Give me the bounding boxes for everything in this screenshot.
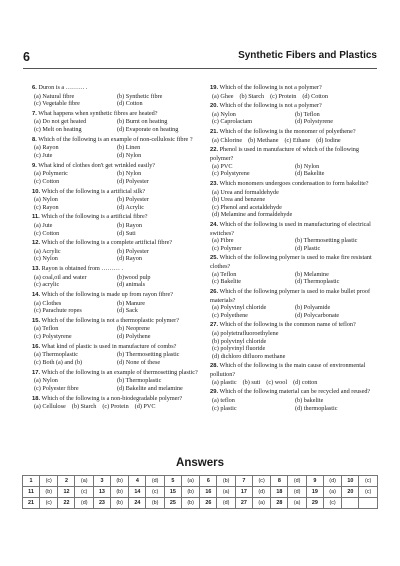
answer-option: (a) teflon (212, 396, 235, 404)
answer-option: (d) thermoplastic (295, 404, 338, 412)
question-number: 22. (210, 147, 219, 154)
answer-key-number: 5 (164, 476, 181, 487)
answer-key-row (23, 476, 378, 487)
answer-option: (d) Acrylic (117, 203, 144, 211)
answer-option: (a) Polymeric (34, 170, 68, 178)
answer-key-value: (a) (181, 476, 200, 487)
question-text (32, 291, 200, 300)
answer-option: (a) Nylon (34, 377, 58, 385)
answer-key-value: (a) (323, 487, 342, 498)
answer-key-value: (c) (359, 476, 378, 487)
question-number: 28. (210, 363, 219, 370)
answer-key-value: (b) (181, 487, 200, 498)
answer-key-value: (b) (110, 487, 129, 498)
answer-option: (b) Methane (248, 136, 279, 144)
answer-key-number: 4 (129, 476, 146, 487)
answer-option: (c) Protein (270, 92, 297, 100)
answer-key-value: (c) (252, 476, 271, 487)
header-rule (23, 68, 377, 69)
answer-option: (b) Teflon (295, 110, 320, 118)
answer-option: (d) Cotton (117, 100, 143, 108)
question-text (32, 162, 200, 171)
answer-option: (b) Starch (239, 92, 265, 100)
answer-options (32, 196, 200, 211)
question-text (32, 110, 200, 119)
answer-key-number: 14 (129, 487, 146, 498)
answer-option: (c) Melt on heating (34, 126, 82, 134)
question-item (32, 369, 200, 393)
question-number: 16. (32, 343, 41, 350)
question-text (210, 180, 378, 189)
question-item (32, 343, 200, 367)
question-number: 27. (210, 322, 219, 329)
answer-option: (b) Polyester (117, 196, 149, 204)
answer-key-number: 6 (200, 476, 217, 487)
question-item (210, 321, 378, 360)
answer-option: (d) Melamine and formaldehyde (212, 211, 293, 219)
answer-key-value: (c) (359, 487, 378, 498)
question-number: 19. (210, 85, 219, 91)
answer-option: (a) Cellulose (34, 403, 66, 411)
answer-options (210, 137, 378, 145)
answer-option: (a) Fibre (212, 237, 234, 245)
answer-key-number: 15 (164, 487, 181, 498)
question-number: 13. (32, 266, 41, 273)
question-prompt: Which of the following is a artificial fibre? (41, 213, 148, 221)
answer-option: (b)wood pulp (117, 273, 151, 281)
question-prompt: Which of the following is a artificial silk? (41, 187, 146, 195)
answer-option: (c) Parachute ropes (34, 307, 82, 315)
answer-option: (c) plastic (212, 404, 237, 412)
answer-option: (b) Manure (117, 299, 146, 307)
question-item (210, 128, 378, 144)
answer-options (210, 271, 378, 286)
page-number: 6 (23, 50, 30, 64)
question-text (32, 369, 200, 378)
answer-option: (c) Polystyrene (34, 333, 72, 341)
answer-options (32, 325, 200, 340)
question-number: 9. (32, 162, 37, 169)
question-item (32, 110, 200, 134)
answer-key-number: 27 (235, 498, 252, 509)
question-text (32, 239, 200, 248)
answer-option: (b) polyvinyl chloride (212, 337, 267, 345)
answer-options (210, 379, 378, 387)
answer-option: (d) Thermoplastic (295, 278, 340, 286)
answer-key-value: (a) (217, 487, 236, 498)
answer-option: (a) Ghee (212, 92, 234, 100)
answer-option: (a) PVC (212, 162, 233, 170)
answer-key-number: 17 (235, 487, 252, 498)
question-prompt: Duron is a ……… . (38, 84, 88, 91)
question-number: 21. (210, 129, 219, 136)
question-number: 26. (210, 288, 219, 295)
question-text (32, 395, 200, 404)
answer-key-value: (d) (252, 487, 271, 498)
answer-option: (a) Natural fibre (34, 92, 75, 100)
answer-key-number: 21 (23, 498, 40, 509)
question-text (32, 136, 200, 145)
answer-options (32, 118, 200, 133)
answer-key-number: 20 (342, 487, 359, 498)
question-item (32, 291, 200, 315)
answer-key-number: 7 (235, 476, 252, 487)
question-prompt: Which of the following is an example of non-cellulosic fibre ? (38, 135, 193, 143)
question-prompt: Which of the following polymer is used to make fire resistant clothes? (210, 254, 372, 271)
answer-option: (c) Polymer (212, 244, 242, 252)
answer-key-number: 29 (306, 498, 323, 509)
answer-option: (a) Nylon (212, 110, 236, 118)
question-prompt: Which of the following is an example of thermosetting plastic? (41, 368, 198, 376)
answer-option: (b) suti (242, 378, 261, 386)
answer-key-value: (c) (146, 487, 165, 498)
answer-option: (a) Chlorine (212, 136, 243, 144)
question-prompt: Which of the following is not a polymer? (219, 102, 322, 110)
answer-option: (a) polytetrafluoroethylene (212, 329, 279, 337)
answer-option: (c) Nylon (34, 255, 58, 263)
question-text (210, 362, 378, 378)
question-text (210, 221, 378, 237)
answer-option: (c) polyvinyl fluoride (212, 345, 266, 353)
answer-options (210, 397, 378, 412)
answer-option: (c) wool (266, 378, 288, 386)
question-item (210, 102, 378, 126)
answer-key-number: 24 (129, 498, 146, 509)
answer-option: (c) Ethane (284, 136, 311, 144)
question-prompt: Which of the following is the main cause of environmental pollution? (210, 362, 366, 379)
answer-options (32, 351, 200, 366)
answer-option: (a) Teflon (34, 325, 59, 333)
answer-key-number: 22 (58, 498, 75, 509)
question-prompt: Phenol is used in manufacture of which of the following polymer? (210, 146, 359, 163)
answer-key-number: 10 (342, 476, 359, 487)
answer-option: (d) Plastic (295, 244, 321, 252)
answer-options (32, 144, 200, 159)
answer-options (210, 163, 378, 178)
question-number: 12. (32, 240, 41, 247)
answer-key-value: (d) (146, 476, 165, 487)
answer-option: (a) Nylon (34, 196, 58, 204)
answer-option: (d) Evaporate on heating (117, 126, 179, 134)
question-prompt: Which of the following is made up from rayon fibre? (41, 291, 173, 298)
right-question-column (210, 84, 378, 414)
question-number: 6. (32, 85, 37, 91)
answer-option: (b) bakelite (295, 396, 324, 404)
answer-option: (d) Bakelite and melamine (117, 384, 183, 392)
answer-option: (c) Caprolactam (212, 118, 253, 126)
question-number: 25. (210, 255, 219, 262)
answer-option: (c) Vegetable fibre (34, 100, 80, 108)
answer-key-number: 1 (23, 476, 40, 487)
question-item (32, 188, 200, 212)
answer-key-value: (b) (39, 487, 58, 498)
answer-options (32, 170, 200, 185)
answer-option: (b) Neoprene (117, 325, 150, 333)
answer-option: (b) Starch (71, 403, 97, 411)
answer-option: (b) Thermosetting plastic (117, 351, 180, 359)
answer-key-row (23, 487, 378, 498)
answer-option: (a) Polyvinyl chloride (212, 304, 267, 312)
answer-key-value: (a) (252, 498, 271, 509)
answer-key-value: (c) (39, 498, 58, 509)
question-text (32, 317, 200, 326)
question-item (32, 395, 200, 411)
answer-option: (c) Phenol and acetaldehyde (212, 203, 282, 211)
answer-key-value: (d) (75, 498, 94, 509)
answer-key-number: 16 (200, 487, 217, 498)
answer-option: (a) Thermoplastic (34, 351, 79, 359)
answer-option: (c) acrylic (34, 281, 60, 289)
answer-key-number: 11 (23, 487, 40, 498)
answer-option: (d) Iodine (316, 136, 341, 144)
answer-option: (b) Nylon (117, 170, 142, 178)
answer-option: (b) Thermoplastic (117, 377, 162, 385)
answer-options (210, 111, 378, 126)
answer-key-value: (b) (217, 476, 236, 487)
question-item (32, 136, 200, 160)
answer-key-number: 26 (200, 498, 217, 509)
answer-option: (b) Linen (117, 144, 141, 152)
answer-option: (d) None of these (117, 358, 161, 366)
question-text (32, 84, 200, 93)
question-number: 11. (32, 214, 40, 221)
answer-key-number: 9 (306, 476, 323, 487)
question-text (210, 84, 378, 93)
answer-key-number: 13 (93, 487, 110, 498)
answer-option: (d) Bakelite (295, 170, 325, 178)
question-number: 29. (210, 389, 219, 396)
question-text (32, 265, 200, 274)
answer-option: (d) Suti (117, 229, 136, 237)
question-number: 17. (32, 369, 41, 376)
question-prompt: Which monomers undergoes condensation to form bakelite? (219, 179, 369, 187)
answer-option: (c) Both (a) and (b) (34, 358, 83, 366)
answer-option: (a) coal,oil and water (34, 273, 87, 281)
answer-option: (d) PVC (134, 403, 156, 411)
question-prompt: What kind of plastic is used in manufacture of combs? (41, 342, 177, 350)
question-number: 7. (32, 110, 37, 117)
answer-key-value: (d) (288, 487, 307, 498)
question-text (210, 128, 378, 137)
answer-options (210, 237, 378, 252)
answer-key-value: (b) (181, 498, 200, 509)
question-prompt: What kind of clothes don't get wrinkled easily? (38, 161, 156, 169)
answer-option: (c) Polyester fibre (34, 384, 79, 392)
question-text (210, 146, 378, 162)
answer-options (32, 377, 200, 392)
question-item (32, 84, 200, 108)
answer-option: (b) Synthetic fibre (117, 92, 163, 100)
question-item (32, 317, 200, 341)
answer-option: (d) cotton (293, 378, 318, 386)
answer-option: (d) Polyester (117, 177, 149, 185)
question-prompt: What happens when synthetic fibres are heated? (38, 109, 158, 117)
answer-option: (d) Polycarbonate (295, 311, 340, 319)
answers-heading: Answers (176, 457, 224, 469)
answer-key-number (342, 498, 359, 509)
question-number: 23. (210, 180, 219, 187)
question-prompt: Which of the following is not a polymer? (219, 84, 322, 91)
question-prompt: Which of the following is a complete artificial fibre? (41, 239, 173, 247)
answer-key-number: 28 (271, 498, 288, 509)
answer-key-table (22, 475, 378, 509)
answer-options (32, 248, 200, 263)
question-item (32, 265, 200, 289)
answer-key-value: (b) (110, 476, 129, 487)
question-item (210, 362, 378, 386)
page-header (23, 50, 377, 66)
answer-option: (c) Polystyrene (212, 170, 250, 178)
question-prompt: Which of the following is the monomer of polyethene? (219, 128, 356, 136)
question-number: 24. (210, 221, 219, 228)
answer-option: (d) Sack (117, 307, 138, 315)
answer-key-number: 3 (93, 476, 110, 487)
answer-option: (c) Polyethene (212, 311, 248, 319)
answer-option: (d) Polystyrene (295, 118, 333, 126)
answer-key-value: (a) (288, 498, 307, 509)
question-prompt: Rayon is obtained from ……… . (41, 265, 124, 273)
answer-key-number: 12 (58, 487, 75, 498)
answer-key-value (359, 498, 378, 509)
question-text (210, 321, 378, 330)
answer-key-number: 18 (271, 487, 288, 498)
answer-option: (d) dichloro difluoro methane (212, 352, 286, 360)
answer-key-number: 19 (306, 487, 323, 498)
question-text (210, 388, 378, 397)
answer-options (210, 93, 378, 101)
question-number: 10. (32, 188, 41, 195)
answer-key-value: (c) (323, 498, 342, 509)
question-item (210, 288, 378, 319)
answer-option: (c) Cotton (34, 177, 60, 185)
question-text (32, 213, 200, 222)
answer-options (32, 222, 200, 237)
answer-key-number: 25 (164, 498, 181, 509)
answer-option: (b) Rayon (117, 221, 142, 229)
answer-option: (b) Melamine (295, 270, 329, 278)
answer-option: (c) Cotton (34, 229, 60, 237)
answer-option: (c) Rayon (34, 203, 59, 211)
question-prompt: Which of the following polymer is used to make bullet proof materials? (210, 287, 371, 304)
answer-key-number: 8 (271, 476, 288, 487)
answer-options (210, 189, 378, 219)
answer-key-value: (c) (75, 487, 94, 498)
question-number: 15. (32, 317, 41, 324)
question-item (210, 221, 378, 252)
answer-key-value: (b) (110, 498, 129, 509)
answer-key-value: (d) (323, 476, 342, 487)
question-text (210, 254, 378, 270)
answer-key-value: (a) (75, 476, 94, 487)
question-number: 20. (210, 103, 219, 110)
answer-option: (a) Rayon (34, 144, 59, 152)
answer-options (32, 300, 200, 315)
question-item (32, 162, 200, 186)
answer-option: (a) Jute (34, 221, 53, 229)
question-item (32, 239, 200, 263)
answer-option: (c) Protein (102, 403, 129, 411)
answer-option: (b) Polyester (117, 247, 149, 255)
answer-option: (d) Cotton (302, 92, 328, 100)
question-item (32, 213, 200, 237)
question-text (32, 188, 200, 197)
question-item (210, 254, 378, 285)
answer-option: (d) animals (117, 281, 146, 289)
answer-option: (c) Bakelite (212, 278, 242, 286)
answer-option: (a) Acrylic (34, 247, 61, 255)
question-text (32, 343, 200, 352)
question-item (210, 84, 378, 100)
answer-options (210, 330, 378, 360)
question-item (210, 146, 378, 177)
answer-option: (a) Teflon (212, 270, 237, 278)
question-text (210, 288, 378, 304)
answer-option: (b) Polyamide (295, 304, 331, 312)
question-item (210, 180, 378, 219)
answer-key-value: (d) (217, 498, 236, 509)
left-question-column (32, 84, 200, 413)
answer-key-number: 23 (93, 498, 110, 509)
answer-option: (b) Urea and benzene (212, 196, 266, 204)
question-prompt: Which of the following is the common name of teflon? (219, 321, 356, 329)
question-prompt: Which of the following is not a thermoplastic polymer? (41, 316, 179, 324)
answer-key-value: (d) (288, 476, 307, 487)
answer-option: (c) Jute (34, 151, 53, 159)
answer-options (32, 93, 200, 108)
answer-options (32, 403, 200, 411)
question-text (210, 102, 378, 111)
answer-option: (a) plastic (212, 378, 237, 386)
answer-option: (a) Do not get heated (34, 118, 87, 126)
answer-option: (b) Burnt on heating (117, 118, 168, 126)
answer-key-number: 2 (58, 476, 75, 487)
question-prompt: Which of the following material can be recycled and reused? (219, 388, 371, 396)
question-number: 14. (32, 292, 41, 298)
answer-option: (d) Polythene (117, 333, 151, 341)
answer-options (32, 274, 200, 289)
question-item (210, 388, 378, 412)
answer-option: (b) Thermosetting plastic (295, 237, 358, 245)
answer-options (210, 304, 378, 319)
answer-option: (d) Rayon (117, 255, 142, 263)
answer-option: (b) Nylon (295, 162, 320, 170)
question-number: 18. (32, 395, 41, 402)
answer-option: (d) Nylon (117, 151, 142, 159)
question-number: 8. (32, 136, 37, 143)
answer-option: (a) Clothes (34, 299, 62, 307)
answer-key-row (23, 498, 378, 509)
chapter-title: Synthetic Fibers and Plastics (238, 50, 377, 61)
answer-option: (a) Urea and formaldehyde (212, 188, 279, 196)
question-prompt: Which of the following is used in manufacturing of electrical switches? (210, 220, 371, 237)
answer-key-value: (b) (146, 498, 165, 509)
question-prompt: Which of the following is a non-biodegradable polymer? (41, 394, 183, 402)
answer-key-value: (c) (39, 476, 58, 487)
